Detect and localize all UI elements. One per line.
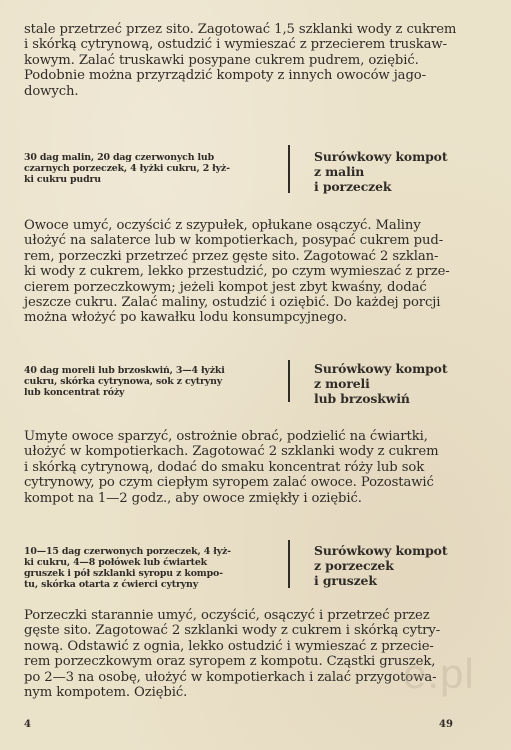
recipe-1-ingredients: 30 dag malin, 20 dag czerwonych lub czarnych porzeczek, 4 łyżki cukru, 2 łyż- ki cukru pudru [24, 152, 230, 185]
recipe-2-body: Umyte owoce sparzyć, ostrożnie obrać, podzielić na ćwiartki, ułożyć w kompotierkach. Zagotować 2 szklanki wody z cukrem i skórką cytrynową, dodać do smaku koncentrat róży lub sok cytrynowy, po czym ciepłym syropem zalać owoce. Pozostawić kompot na 1—2 godz., aby owoce zmiękły i oziębić. [24, 429, 439, 506]
recipe-1-divider [288, 145, 290, 193]
recipe-2-ingredients: 40 dag moreli lub brzoskwiń, 3—4 łyżki cukru, skórka cytrynowa, sok z cytryny lub koncentrat róży [24, 365, 225, 398]
page-number: 49 [439, 719, 453, 730]
page-left-mark: 4 [24, 719, 31, 730]
recipe-2-title: Surówkowy kompot z moreli lub brzoskwiń [314, 361, 448, 406]
recipe-1-title: Surówkowy kompot z malin i porzeczek [314, 149, 448, 194]
recipe-3-title: Surówkowy kompot z porzeczek i gruszek [314, 543, 448, 588]
recipe-3-divider [288, 540, 290, 588]
recipe-3-body: Porzeczki starannie umyć, oczyścić, osączyć i przetrzeć przez gęste sito. Zagotować 2 szklanki wody z cukrem i skórką cytry- nową. Odstawić z ognia, lekko ostudzić i wymieszać z przecie- rem porzeczkowym oraz syropem z kompotu. Cząstki gruszek, po 2—3 na osobę, ułożyć w kompotierkach i zalać przygotowa- nym kompotem. Oziębić. [24, 608, 441, 701]
watermark-text: e.pl [403, 650, 475, 697]
recipe-3-ingredients: 10—15 dag czerwonych porzeczek, 4 łyż- ki cukru, 4—8 połówek lub ćwiartek gruszek i pół szklanki syropu z kompo- tu, skórka otarta z ćwierci cytryny [24, 546, 231, 590]
intro-paragraph: stale przetrzeć przez sito. Zagotować 1,5 szklanki wody z cukrem i skórką cytrynową, ostudzić i wymieszać z przecierem truskaw- kowym. Zalać truskawki posypane cukrem pudrem, oziębić. Podobnie można przyrządzić kompoty z innych owoców jago- dowych. [24, 22, 457, 99]
recipe-2-divider [288, 360, 290, 402]
recipe-1-body: Owoce umyć, oczyścić z szypułek, opłukane osączyć. Maliny ułożyć na salaterce lub w kompotierkach, posypać cukrem pud- rem, porzeczki przetrzeć przez gęste sito. Zagotować 2 szklan- ki wody z cukrem, lekko przestudzić, po czym wymieszać z prze- cierem porzeczkowym; jeżeli kompot jest zbyt kwaśny, dodać jeszcze cukru. Zalać maliny, ostudzić i oziębić. Do każdej porcji można włożyć po kawałku lodu konsumpcyjnego. [24, 218, 450, 326]
